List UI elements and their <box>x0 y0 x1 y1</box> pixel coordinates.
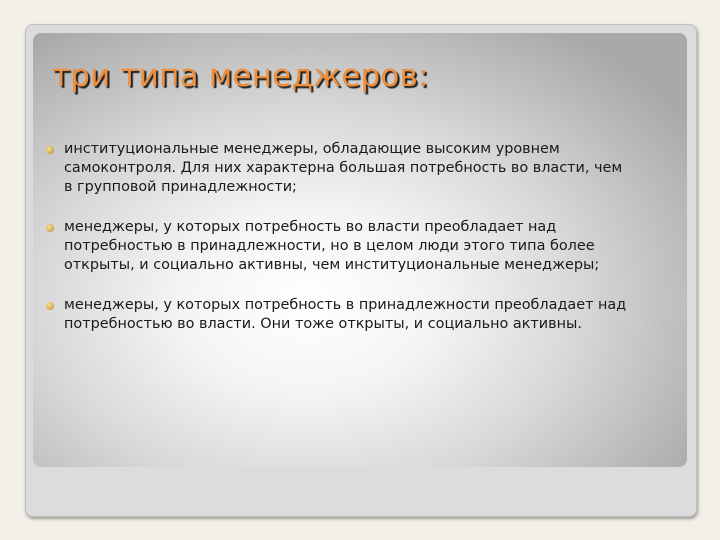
bullet-dot-icon <box>46 146 54 154</box>
bullet-item-3 <box>44 296 634 334</box>
bullet-text-1: институциональные менеджеры, обладающие высоким уровнем самоконтроля. Для них характерна большая потребность во власти, чем в групповой принадлежности; <box>64 141 623 195</box>
bullet-list <box>44 140 634 334</box>
bullet-item-2 <box>44 218 634 275</box>
bullet-text-3: менеджеры, у которых потребность в принадлежности преобладает над потребностью во власти. Они тоже открыты, и социально активны. <box>64 297 627 332</box>
slide-title: три типа менеджеров: <box>52 58 429 94</box>
bullet-item-1 <box>44 140 634 197</box>
bullet-text-2: менеджеры, у которых потребность во власти преобладает над потребностью в принадлежности, но в целом люди этого типа более открыты, и социально активны, чем институциональные менеджеры; <box>64 219 600 273</box>
bullet-dot-icon <box>46 224 54 232</box>
bullet-dot-icon <box>46 302 54 310</box>
